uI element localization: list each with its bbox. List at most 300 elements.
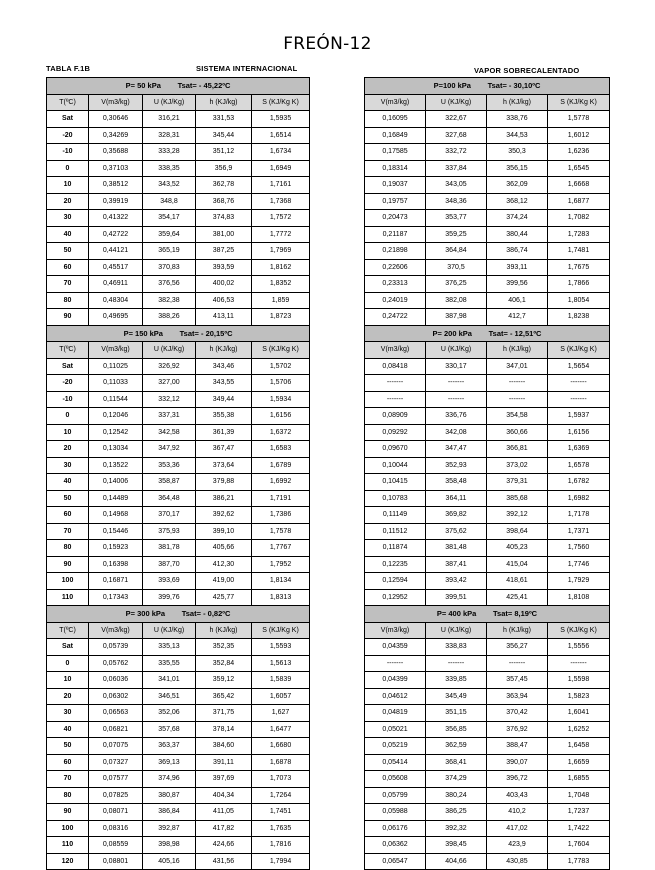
- table-cell: 1,6156: [252, 408, 310, 425]
- table-row: [47, 721, 310, 738]
- table-row: [365, 226, 610, 243]
- table-cell: 0,12594: [365, 573, 426, 590]
- table-cell: 50: [47, 490, 89, 507]
- pressure-label: [47, 78, 310, 95]
- pressure-label: [365, 78, 610, 95]
- column-header-row: [365, 622, 610, 639]
- table-cell: 370,17: [143, 507, 196, 524]
- pressure-header-row: [365, 78, 610, 95]
- column-header: T(ºC): [47, 94, 89, 111]
- table-cell: 332,72: [426, 144, 487, 161]
- table-cell: 353,36: [143, 457, 196, 474]
- table-cell: 0,20473: [365, 210, 426, 227]
- column-header: S (KJ/Kg K): [252, 94, 310, 111]
- table-cell: 1,8162: [252, 259, 310, 276]
- table-row: [47, 144, 310, 161]
- table-cell: 387,25: [196, 243, 252, 260]
- table-row: [47, 556, 310, 573]
- table-cell: 1,7283: [548, 226, 610, 243]
- table-cell: 1,6545: [548, 160, 610, 177]
- table-cell: 0,49695: [89, 309, 143, 326]
- pressure-value: P= 200 kPa: [432, 328, 472, 338]
- table-cell: 411,05: [196, 804, 252, 821]
- table-cell: 388,26: [143, 309, 196, 326]
- table-row: [365, 127, 610, 144]
- table-cell: 386,74: [487, 243, 548, 260]
- table-cell: 0,35688: [89, 144, 143, 161]
- table-cell: 343,05: [426, 177, 487, 194]
- column-header: h (KJ/kg): [196, 622, 252, 639]
- table-cell: 0,41322: [89, 210, 143, 227]
- table-cell: 1,8108: [548, 589, 610, 606]
- table-cell: 1,6369: [548, 441, 610, 458]
- table-cell: 400,02: [196, 276, 252, 293]
- table-cell: 0,11149: [365, 507, 426, 524]
- table-cell: 379,31: [487, 474, 548, 491]
- column-header: U (KJ/Kg): [143, 342, 196, 359]
- table-cell: 1,6514: [252, 127, 310, 144]
- table-cell: 1,5937: [548, 408, 610, 425]
- table-cell: 425,77: [196, 589, 252, 606]
- table-cell: 1,6668: [548, 177, 610, 194]
- table-cell: 1,627: [252, 705, 310, 722]
- table-cell: 10: [47, 424, 89, 441]
- table-cell: 0,06563: [89, 705, 143, 722]
- table-row: [47, 705, 310, 722]
- column-header: T(ºC): [47, 342, 89, 359]
- table-row: [365, 160, 610, 177]
- table-cell: 1,7386: [252, 507, 310, 524]
- table-cell: 364,48: [143, 490, 196, 507]
- table-cell: 425,41: [487, 589, 548, 606]
- table-cell: 0,09670: [365, 441, 426, 458]
- table-row: [47, 787, 310, 804]
- pressure-label: [365, 325, 610, 342]
- table-cell: 1,6458: [548, 738, 610, 755]
- table-cell: 0,42722: [89, 226, 143, 243]
- table-cell: 1,6156: [548, 424, 610, 441]
- table-row: [365, 540, 610, 557]
- table-cell: 0,10783: [365, 490, 426, 507]
- column-header-row: [47, 94, 310, 111]
- pressure-value: P= 400 kPa: [436, 609, 477, 619]
- table-cell: 359,12: [196, 672, 252, 689]
- table-cell: -------: [365, 391, 426, 408]
- table-cell: 0,04612: [365, 688, 426, 705]
- table-cell: 393,42: [426, 573, 487, 590]
- pressure-header-row: [365, 325, 610, 342]
- table-cell: 326,92: [143, 358, 196, 375]
- table-cell: 1,7082: [548, 210, 610, 227]
- table-row: [47, 688, 310, 705]
- table-cell: 0,24722: [365, 309, 426, 326]
- table-cell: Sat: [47, 358, 89, 375]
- table-cell: 1,6372: [252, 424, 310, 441]
- table-cell: 332,12: [143, 391, 196, 408]
- table-cell: 0,11544: [89, 391, 143, 408]
- table-row: [365, 193, 610, 210]
- table-cell: 0,08418: [365, 358, 426, 375]
- table-cell: 1,7604: [548, 837, 610, 854]
- table-cell: 374,83: [196, 210, 252, 227]
- table-cell: 348,36: [426, 193, 487, 210]
- table-cell: 376,25: [426, 276, 487, 293]
- table-cell: 375,62: [426, 523, 487, 540]
- table-cell: 0,15446: [89, 523, 143, 540]
- table-cell: 1,6477: [252, 721, 310, 738]
- table-cell: 343,46: [196, 358, 252, 375]
- table-cell: 417,02: [487, 820, 548, 837]
- column-header: V(m3/kg): [365, 342, 426, 359]
- table-row: [365, 820, 610, 837]
- table-cell: 1,7073: [252, 771, 310, 788]
- table-cell: Sat: [47, 639, 89, 656]
- table-cell: 0,05414: [365, 754, 426, 771]
- table-cell: 80: [47, 292, 89, 309]
- table-cell: 341,01: [143, 672, 196, 689]
- table-cell: 20: [47, 441, 89, 458]
- column-header-row: [365, 342, 610, 359]
- table-cell: 0,23313: [365, 276, 426, 293]
- table-cell: 431,56: [196, 853, 252, 870]
- table-cell: 0: [47, 655, 89, 672]
- table-cell: 363,94: [487, 688, 548, 705]
- table-cell: 327,00: [143, 375, 196, 392]
- table-cell: 0,17343: [89, 589, 143, 606]
- table-cell: 70: [47, 276, 89, 293]
- table-row: [365, 424, 610, 441]
- table-cell: 1,5934: [252, 391, 310, 408]
- column-header: h (KJ/kg): [487, 622, 548, 639]
- table-cell: 387,70: [143, 556, 196, 573]
- column-header: U (KJ/Kg): [426, 342, 487, 359]
- table-cell: 1,8054: [548, 292, 610, 309]
- table-row: [365, 111, 610, 128]
- table-cell: 0: [47, 408, 89, 425]
- table-cell: 1,7264: [252, 787, 310, 804]
- column-header-row: [47, 342, 310, 359]
- table-cell: 0,48304: [89, 292, 143, 309]
- table-cell: 40: [47, 721, 89, 738]
- table-cell: 365,42: [196, 688, 252, 705]
- table-row: [365, 787, 610, 804]
- table-cell: 396,72: [487, 771, 548, 788]
- table-cell: -------: [487, 655, 548, 672]
- table-row: [47, 820, 310, 837]
- table-row: [365, 672, 610, 689]
- table-cell: 355,38: [196, 408, 252, 425]
- table-cell: 0,11512: [365, 523, 426, 540]
- table-row: [47, 111, 310, 128]
- table-cell: 373,02: [487, 457, 548, 474]
- table-cell: 0,05608: [365, 771, 426, 788]
- table-cell: 0: [47, 160, 89, 177]
- table-cell: 371,75: [196, 705, 252, 722]
- table-cell: -------: [426, 655, 487, 672]
- table-row: [47, 490, 310, 507]
- table-cell: 406,53: [196, 292, 252, 309]
- table-cell: 0,14968: [89, 507, 143, 524]
- table-cell: 1,6583: [252, 441, 310, 458]
- table-cell: 0,16871: [89, 573, 143, 590]
- table-cell: 403,43: [487, 787, 548, 804]
- column-header: U (KJ/Kg): [426, 622, 487, 639]
- table-cell: 80: [47, 787, 89, 804]
- table-cell: 345,49: [426, 688, 487, 705]
- table-cell: 418,61: [487, 573, 548, 590]
- table-cell: 347,92: [143, 441, 196, 458]
- table-cell: 381,00: [196, 226, 252, 243]
- pressure-header-row: [47, 606, 310, 623]
- table-cell: 354,17: [143, 210, 196, 227]
- table-cell: 352,84: [196, 655, 252, 672]
- column-header: h (KJ/kg): [196, 342, 252, 359]
- pressure-label: [47, 606, 310, 623]
- table-cell: 0,13034: [89, 441, 143, 458]
- table-row: [47, 375, 310, 392]
- table-cell: 0,21898: [365, 243, 426, 260]
- table-cell: 1,8238: [548, 309, 610, 326]
- table-cell: 417,82: [196, 820, 252, 837]
- table-cell: 1,6877: [548, 193, 610, 210]
- table-cell: 60: [47, 754, 89, 771]
- table-cell: 392,87: [143, 820, 196, 837]
- table-cell: 398,64: [487, 523, 548, 540]
- table-cell: -------: [548, 655, 610, 672]
- table-cell: 1,7191: [252, 490, 310, 507]
- table-cell: 0,07825: [89, 787, 143, 804]
- table-cell: -------: [426, 375, 487, 392]
- table-cell: 1,5654: [548, 358, 610, 375]
- table-cell: 322,67: [426, 111, 487, 128]
- table-cell: 30: [47, 210, 89, 227]
- page-title: FREÓN-12: [283, 34, 372, 54]
- table-cell: 353,77: [426, 210, 487, 227]
- table-cell: 393,11: [487, 259, 548, 276]
- table-row: [365, 771, 610, 788]
- table-row: [47, 639, 310, 656]
- table-cell: 1,7816: [252, 837, 310, 854]
- table-row: [47, 243, 310, 260]
- table-cell: 1,8134: [252, 573, 310, 590]
- table-cell: 0,30646: [89, 111, 143, 128]
- table-cell: 348,8: [143, 193, 196, 210]
- table-cell: 338,83: [426, 639, 487, 656]
- table-cell: 0,06821: [89, 721, 143, 738]
- pressure-value: P= 50 kPa: [125, 81, 161, 91]
- table-row: [365, 474, 610, 491]
- table-row: [365, 837, 610, 854]
- table-row: [47, 771, 310, 788]
- table-cell: -10: [47, 144, 89, 161]
- table-cell: -------: [487, 391, 548, 408]
- table-cell: 382,08: [426, 292, 487, 309]
- table-cell: 10: [47, 672, 89, 689]
- column-header: U (KJ/Kg): [426, 94, 487, 111]
- column-header: h (KJ/kg): [487, 94, 548, 111]
- table-cell: 331,53: [196, 111, 252, 128]
- table-row: [365, 358, 610, 375]
- table-cell: 100: [47, 573, 89, 590]
- table-cell: 387,41: [426, 556, 487, 573]
- table-row: [47, 540, 310, 557]
- table-cell: 70: [47, 523, 89, 540]
- table-cell: 388,47: [487, 738, 548, 755]
- table-row: [365, 144, 610, 161]
- table-cell: 0,21187: [365, 226, 426, 243]
- table-cell: 0,08801: [89, 853, 143, 870]
- column-header: U (KJ/Kg): [143, 94, 196, 111]
- table-cell: 328,31: [143, 127, 196, 144]
- column-header: h (KJ/kg): [487, 342, 548, 359]
- table-row: [365, 573, 610, 590]
- table-cell: 0,15923: [89, 540, 143, 557]
- table-row: [365, 292, 610, 309]
- tsat-value: Tsat= - 20,15ºC: [179, 328, 233, 338]
- table-cell: 352,06: [143, 705, 196, 722]
- table-cell: 1,5935: [252, 111, 310, 128]
- column-header: S (KJ/Kg K): [252, 622, 310, 639]
- column-header-row: [365, 94, 610, 111]
- table-cell: 373,64: [196, 457, 252, 474]
- table-row: [47, 441, 310, 458]
- table-cell: Sat: [47, 111, 89, 128]
- table-cell: 1,7161: [252, 177, 310, 194]
- table-cell: 0,11874: [365, 540, 426, 557]
- table-row: [47, 177, 310, 194]
- table-row: [47, 523, 310, 540]
- table-cell: 0,05799: [365, 787, 426, 804]
- table-cell: 1,7746: [548, 556, 610, 573]
- tsat-value: Tsat= - 12,51ºC: [488, 328, 542, 338]
- table-cell: 0,46911: [89, 276, 143, 293]
- column-header-row: [47, 622, 310, 639]
- table-cell: 363,37: [143, 738, 196, 755]
- table-cell: 415,04: [487, 556, 548, 573]
- table-row: [365, 523, 610, 540]
- table-cell: 110: [47, 589, 89, 606]
- column-header: V(m3/kg): [365, 94, 426, 111]
- table-row: [365, 754, 610, 771]
- table-cell: 1,7783: [548, 853, 610, 870]
- table-cell: 1,7368: [252, 193, 310, 210]
- table-cell: 1,6012: [548, 127, 610, 144]
- table-cell: 330,17: [426, 358, 487, 375]
- table-cell: 370,83: [143, 259, 196, 276]
- table-cell: 1,8313: [252, 589, 310, 606]
- tsat-value: Tsat= 8,19ºC: [493, 609, 538, 619]
- table-cell: 366,81: [487, 441, 548, 458]
- table-cell: 30: [47, 457, 89, 474]
- table-cell: 0,07327: [89, 754, 143, 771]
- table-cell: 1,6789: [252, 457, 310, 474]
- table-cell: 405,16: [143, 853, 196, 870]
- table-row: [47, 160, 310, 177]
- table-row: [47, 853, 310, 870]
- table-cell: 1,7929: [548, 573, 610, 590]
- table-cell: 375,93: [143, 523, 196, 540]
- table-cell: 347,47: [426, 441, 487, 458]
- table-cell: 0,12952: [365, 589, 426, 606]
- table-cell: 1,5706: [252, 375, 310, 392]
- table-cell: 0,08316: [89, 820, 143, 837]
- table-cell: 368,76: [196, 193, 252, 210]
- table-cell: 360,66: [487, 424, 548, 441]
- table-cell: 1,5839: [252, 672, 310, 689]
- table-cell: 369,82: [426, 507, 487, 524]
- table-cell: 0,16849: [365, 127, 426, 144]
- table-cell: 0,06036: [89, 672, 143, 689]
- table-cell: 1,7451: [252, 804, 310, 821]
- table-cell: 0,10415: [365, 474, 426, 491]
- table-cell: 10: [47, 177, 89, 194]
- table-cell: 404,66: [426, 853, 487, 870]
- table-row: [365, 243, 610, 260]
- table-cell: 367,47: [196, 441, 252, 458]
- table-cell: 0,12046: [89, 408, 143, 425]
- table-row: [365, 804, 610, 821]
- table-cell: 1,6992: [252, 474, 310, 491]
- table-cell: 1,859: [252, 292, 310, 309]
- table-cell: 335,55: [143, 655, 196, 672]
- table-cell: 356,85: [426, 721, 487, 738]
- right-property-table: [364, 77, 610, 870]
- table-cell: 0,17585: [365, 144, 426, 161]
- table-cell: 386,21: [196, 490, 252, 507]
- column-header: T(ºC): [47, 622, 89, 639]
- table-cell: 376,92: [487, 721, 548, 738]
- system-label: SISTEMA INTERNACIONAL: [196, 64, 298, 73]
- table-cell: 0,12542: [89, 424, 143, 441]
- table-cell: 30: [47, 705, 89, 722]
- table-cell: -20: [47, 375, 89, 392]
- table-cell: 356,9: [196, 160, 252, 177]
- table-row: [365, 441, 610, 458]
- table-cell: 384,60: [196, 738, 252, 755]
- table-cell: 0,07577: [89, 771, 143, 788]
- table-row: [365, 655, 610, 672]
- table-cell: 0,06362: [365, 837, 426, 854]
- table-cell: 356,15: [487, 160, 548, 177]
- table-cell: 1,6578: [548, 457, 610, 474]
- table-label: TABLA F.1B: [46, 64, 91, 73]
- table-row: [47, 259, 310, 276]
- table-cell: 412,7: [487, 309, 548, 326]
- table-cell: 0,05739: [89, 639, 143, 656]
- table-row: [365, 210, 610, 227]
- table-cell: 399,51: [426, 589, 487, 606]
- pressure-header-row: [47, 325, 310, 342]
- table-row: [365, 639, 610, 656]
- column-header: V(m3/kg): [89, 94, 143, 111]
- table-cell: 404,34: [196, 787, 252, 804]
- table-cell: 1,7952: [252, 556, 310, 573]
- table-cell: 0,06176: [365, 820, 426, 837]
- table-cell: 356,27: [487, 639, 548, 656]
- table-cell: 0,44121: [89, 243, 143, 260]
- column-header: S (KJ/Kg K): [548, 622, 610, 639]
- vapor-label: VAPOR SOBRECALENTADO: [474, 66, 580, 75]
- table-cell: 424,66: [196, 837, 252, 854]
- table-cell: 364,84: [426, 243, 487, 260]
- table-cell: 351,12: [196, 144, 252, 161]
- table-cell: 374,24: [487, 210, 548, 227]
- table-cell: 0,19037: [365, 177, 426, 194]
- table-cell: 50: [47, 243, 89, 260]
- table-cell: 1,5613: [252, 655, 310, 672]
- table-cell: 0,11033: [89, 375, 143, 392]
- table-cell: 365,19: [143, 243, 196, 260]
